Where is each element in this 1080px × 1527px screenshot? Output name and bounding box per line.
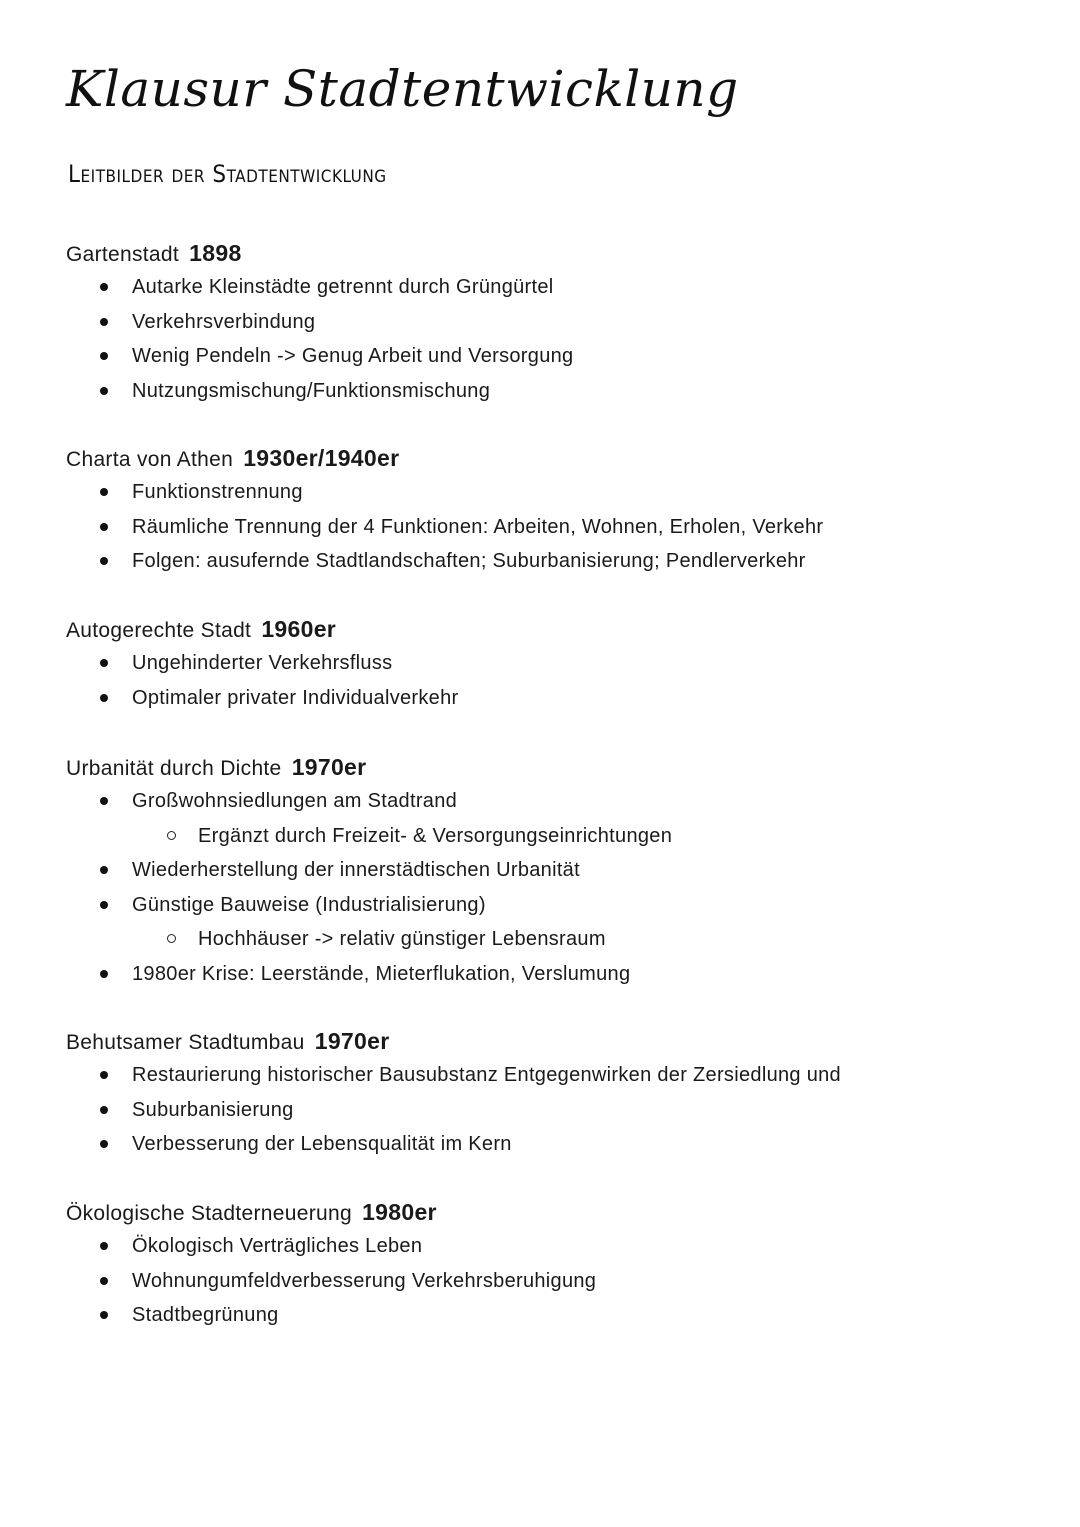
list-item-text: Optimaler privater Individualverkehr <box>132 686 459 709</box>
list-item-text: Räumliche Trennung der 4 Funktionen: Arbeiten, Wohnen, Erholen, Verkehr <box>132 515 824 538</box>
list-item <box>66 1058 1026 1093</box>
list-item <box>66 1298 1026 1333</box>
list-item <box>66 681 1026 716</box>
section-heading-label: Behutsamer Stadtumbau <box>66 1031 305 1054</box>
list-item <box>66 510 1026 545</box>
bullet-icon <box>100 1071 108 1079</box>
section-heading <box>66 750 1026 784</box>
list-item-text: Verbesserung der Lebensqualität im Kern <box>132 1133 512 1155</box>
bullet-icon <box>100 1311 108 1319</box>
list-item-text: Wohnungumfeldverbesserung Verkehrsberuhigung <box>132 1269 597 1292</box>
list-item <box>66 888 1026 923</box>
bullet-list <box>66 475 1026 579</box>
section-urbanitaet-durch-dichte <box>66 750 1026 991</box>
list-item <box>66 646 1026 681</box>
section-heading <box>66 236 1026 270</box>
bullet-icon <box>100 901 108 909</box>
list-item <box>66 1264 1026 1299</box>
list-item <box>66 270 1026 305</box>
section-charta-von-athen <box>66 441 1026 579</box>
list-item <box>66 339 1026 374</box>
bullet-list <box>66 784 1026 991</box>
bullet-icon <box>100 1106 108 1114</box>
bullet-icon <box>100 318 108 326</box>
section-heading-label: Autogerechte Stadt <box>66 619 252 642</box>
list-item <box>66 1093 1026 1128</box>
section-heading <box>66 441 1026 475</box>
bullet-icon <box>100 283 108 291</box>
list-item <box>66 544 1026 579</box>
section-heading-label: Charta von Athen <box>66 448 234 471</box>
bullet-icon <box>100 1242 108 1250</box>
list-item-text: Wiederherstellung der innerstädtischen Urbanität <box>132 859 580 881</box>
section-heading-label: Urbanität durch Dichte <box>66 757 282 780</box>
list-item-text: Restaurierung historischer Bausubstanz Entgegenwirken der Zersiedlung und <box>132 1064 841 1086</box>
list-item <box>66 475 1026 510</box>
list-item-text: Günstige Bauweise (Industrialisierung) <box>132 893 486 916</box>
list-item <box>66 1229 1026 1264</box>
bullet-icon <box>100 866 108 874</box>
circle-bullet-icon <box>167 934 176 943</box>
list-item-text: 1980er Krise: Leerstände, Mieterflukation, Verslumung <box>132 962 631 985</box>
section-heading <box>66 1195 1026 1229</box>
section-heading <box>66 1024 1026 1058</box>
bullet-icon <box>100 1140 108 1148</box>
section-year: 1960er <box>261 616 337 642</box>
list-item-text: Autarke Kleinstädte getrennt durch Grüngürtel <box>132 276 554 298</box>
page-title: Klausur Stadtentwicklung <box>66 60 739 118</box>
list-item-text: Hochhäuser -> relativ günstiger Lebensraum <box>198 928 606 950</box>
bullet-icon <box>100 352 108 360</box>
list-item-text: Stadtbegrünung <box>132 1304 279 1326</box>
list-item-text: Wenig Pendeln -> Genug Arbeit und Versorgung <box>132 345 574 367</box>
circle-bullet-icon <box>167 831 176 840</box>
bullet-icon <box>100 659 108 667</box>
bullet-icon <box>100 488 108 496</box>
section-autogerechte-stadt <box>66 612 1026 715</box>
section-year: 1970er <box>314 1028 390 1054</box>
section-heading <box>66 612 1026 646</box>
bullet-icon <box>100 694 108 702</box>
list-item <box>66 1127 1026 1162</box>
bullet-list <box>66 1229 1026 1333</box>
list-item <box>66 784 1026 819</box>
list-item-text: Ungehinderter Verkehrsfluss <box>132 652 393 674</box>
bullet-list <box>66 646 1026 715</box>
bullet-icon <box>100 387 108 395</box>
bullet-icon <box>100 557 108 565</box>
list-item-text: Folgen: ausufernde Stadtlandschaften; Suburbanisierung; Pendlerverkehr <box>132 550 806 572</box>
section-heading-label: Ökologische Stadterneuerung <box>66 1202 352 1225</box>
list-item-text: Nutzungsmischung/Funktionsmischung <box>132 379 491 402</box>
section-behutsamer-stadtumbau <box>66 1024 1026 1162</box>
list-item-text: Ökologisch Verträgliches Leben <box>132 1235 423 1257</box>
sub-list-item <box>66 922 1026 957</box>
list-item-text: Großwohnsiedlungen am Stadtrand <box>132 790 458 812</box>
list-item-text: Suburbanisierung <box>132 1098 294 1121</box>
section-year: 1980er <box>362 1199 437 1225</box>
section-gartenstadt <box>66 236 1026 408</box>
bullet-icon <box>100 797 108 805</box>
list-item <box>66 853 1026 888</box>
bullet-list <box>66 1058 1026 1162</box>
list-item <box>66 374 1026 409</box>
section-heading-label: Gartenstadt <box>66 243 180 266</box>
list-item-text: Verkehrsverbindung <box>132 310 316 333</box>
page-subtitle: Leitbilder der Stadtentwicklung <box>68 160 387 188</box>
sub-list-item <box>66 819 1026 854</box>
bullet-list <box>66 270 1026 408</box>
list-item <box>66 305 1026 340</box>
list-item-text: Funktionstrennung <box>132 481 303 503</box>
bullet-icon <box>100 523 108 531</box>
bullet-icon <box>100 970 108 978</box>
bullet-icon <box>100 1277 108 1285</box>
section-year: 1930er/1940er <box>243 445 400 471</box>
list-item-text: Ergänzt durch Freizeit- & Versorgungseinrichtungen <box>198 824 673 847</box>
list-item <box>66 957 1026 992</box>
section-year: 1898 <box>189 240 242 266</box>
section-oekologische-stadterneuerung <box>66 1195 1026 1333</box>
section-year: 1970er <box>291 754 367 780</box>
